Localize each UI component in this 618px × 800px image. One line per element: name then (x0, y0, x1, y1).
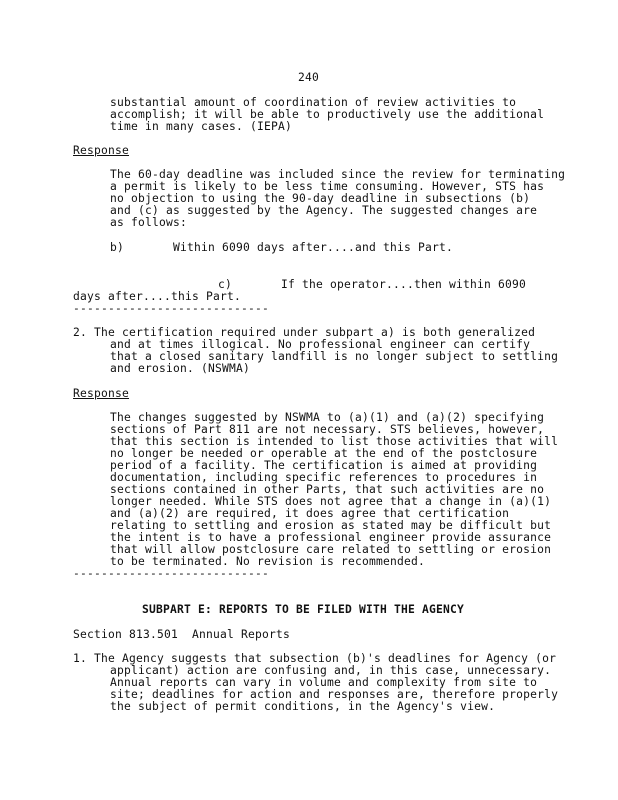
body-line: and (c) as suggested by the Agency. The suggested changes are (110, 204, 538, 217)
divider-rule: ---------------------------- (73, 567, 270, 580)
amendment-line: c) If the operator....then within 6090 (218, 278, 527, 291)
body-line: The 60-day deadline was included since the review for terminating (110, 168, 566, 181)
body-line: documentation, including specific references to procedures in (110, 471, 538, 484)
response-heading: Response (73, 387, 130, 400)
body-line: that will allow postclosure care related to settling or erosion (110, 543, 552, 556)
body-line: sections contained in other Parts, that such activities are no (110, 483, 545, 496)
body-line: relating to settling and erosion as stated may be difficult but (110, 519, 552, 532)
body-line: accomplish; it will be able to productively use the additional (110, 108, 545, 121)
comment-line: and erosion. (NSWMA) (110, 362, 251, 375)
body-line: no objection to using the 90-day deadline in subsections (b) (110, 192, 531, 205)
response-heading: Response (73, 144, 130, 157)
comment-line: and at times illogical. No professional engineer can certify (110, 338, 531, 351)
body-line: as follows: (110, 216, 188, 229)
body-line: no longer be needed or operable at the end of the postclosure (110, 447, 538, 460)
comment-line: that a closed sanitary landfill is no longer subject to settling (110, 350, 559, 363)
body-line: sections of Part 811 are not necessary. STS believes, however, (110, 423, 545, 436)
comment-line: site; deadlines for action and responses are, therefore properly (110, 688, 559, 701)
comment-line: Annual reports can vary in volume and complexity from site to (110, 676, 538, 689)
comment-line: 1. The Agency suggests that subsection (b)'s deadlines for Agency (or (73, 652, 557, 665)
body-line: the intent is to have a professional engineer provide assurance (110, 531, 552, 544)
comment-line: applicant) action are confusing and, in this case, unnecessary. (110, 664, 552, 677)
amendment-line: days after....this Part. (73, 290, 242, 303)
body-line: a permit is likely to be less time consuming. However, STS has (110, 180, 545, 193)
body-line: period of a facility. The certification is aimed at providing (110, 459, 538, 472)
body-line: substantial amount of coordination of review activities to (110, 96, 517, 109)
body-line: and (a)(2) are required, it does agree that certification (110, 507, 510, 520)
page-number: 240 (298, 71, 320, 84)
body-line: to be terminated. No revision is recommended. (110, 555, 426, 568)
comment-line: the subject of permit conditions, in the Agency's view. (110, 700, 496, 713)
body-line: The changes suggested by NSWMA to (a)(1) and (a)(2) specifying (110, 411, 545, 424)
comment-line: 2. The certification required under subpart a) is both generalized (73, 326, 536, 339)
body-line: longer needed. While STS does not agree that a change in (a)(1) (110, 495, 552, 508)
body-line: time in many cases. (IEPA) (110, 120, 293, 133)
subpart-heading: SUBPART E: REPORTS TO BE FILED WITH THE AGENCY (142, 603, 465, 616)
divider-rule: ---------------------------- (73, 302, 270, 315)
body-line: that this section is intended to list those activities that will (110, 435, 559, 448)
section-heading: Section 813.501 Annual Reports (73, 628, 291, 641)
amendment-line: b) Within 6090 days after....and this Part. (110, 241, 454, 254)
